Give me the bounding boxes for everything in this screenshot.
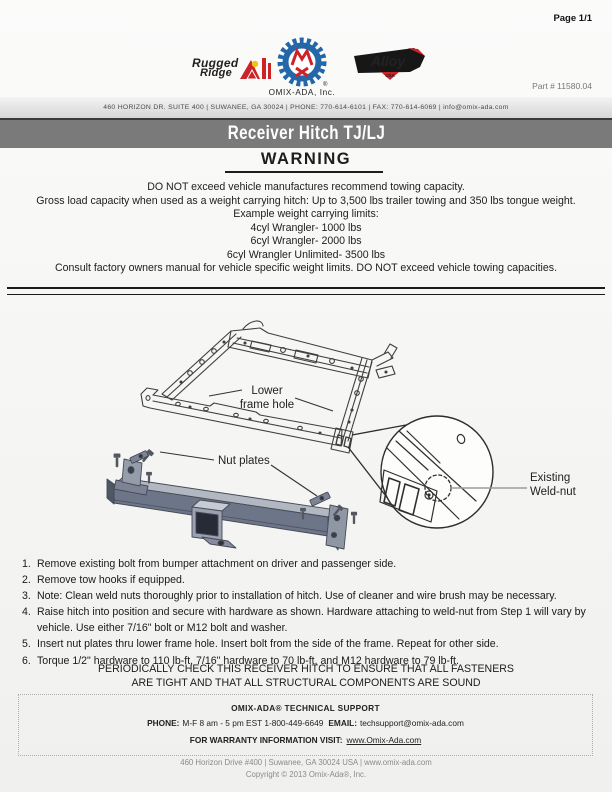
warning-line: Example weight carrying limits: (233, 208, 379, 220)
rugged-ridge-logo (192, 54, 272, 82)
periodic-check-line: ARE TIGHT AND THAT ALL STRUCTURAL COMPONENTS ARE SOUND (131, 676, 481, 689)
instruction-item: Insert nut plates thru lower frame hole. Insert bolt from the side of the frame. Repeat for other side. (37, 638, 499, 651)
page-number: Page 1/1 (553, 13, 592, 24)
svg-text:USA: USA (385, 73, 395, 78)
warning-line: 4cyl Wrangler- 1000 lbs (250, 221, 362, 234)
phone-value: M-F 8 am - 5 pm EST 1-800-449-6649 (182, 718, 324, 728)
weld-nut-label: Existing (530, 472, 571, 484)
svg-text:Nut plates: Nut plates (218, 455, 270, 467)
svg-text:frame hole: frame hole (239, 399, 295, 411)
instruction-item: Remove existing bolt from bumper attachment on driver and passenger side. (37, 558, 397, 570)
support-box (18, 694, 593, 756)
instruction-item: Remove tow hooks if equipped. (37, 574, 185, 587)
periodic-check-note (0, 663, 612, 691)
support-title: OMIX-ADA® TECHNICAL SUPPORT (231, 703, 380, 713)
page-title: Receiver Hitch TJ/LJ (227, 123, 385, 144)
email-label: EMAIL: (328, 718, 357, 728)
rugged-ridge-wordmark: Rugged Ridge (192, 56, 239, 79)
warning-text (0, 181, 612, 276)
instruction-item: Note: Clean weld nuts thoroughly prior to installation of hitch. Use of cleaner and wire brush may be necessary. (37, 590, 557, 603)
warning-line: 6cyl Wrangler Unlimited- 3500 lbs (226, 248, 386, 261)
warning-line: 6cyl Wrangler- 2000 lbs (250, 235, 362, 247)
omix-ada-name: OMIX-ADA, Inc. (268, 88, 336, 97)
rugged-ridge-mark-icon (238, 54, 272, 82)
instruction-item: Torque 1/2" hardware to 110 lb-ft, 7/16" hardware to 70 lb-ft, and M12 hardware to 79 lb-ft. (37, 654, 459, 667)
alloy-shield-icon (352, 47, 428, 81)
detail-circle (348, 416, 577, 528)
svg-text:Lower: Lower (251, 385, 283, 397)
address-bar (0, 97, 612, 120)
warranty-label: FOR WARRANTY INFORMATION VISIT: (189, 735, 343, 745)
periodic-check-line: PERIODICALLY CHECK THIS RECEIVER HITCH TO ENSURE THAT ALL FASTENERS (97, 663, 514, 675)
warranty-line (19, 735, 592, 745)
lower-frame-hole-label (209, 385, 333, 411)
warning-heading: WARNING (260, 150, 352, 168)
installation-diagram (0, 298, 612, 560)
separator-rule (7, 287, 605, 295)
alloy-logo (352, 47, 428, 86)
warning-line: Gross load capacity when used as a weight carrying hitch: Up to 3,500 lbs trailer towing and 350 lbs tongue weight. (36, 194, 576, 207)
weld-nut-label: Weld-nut (530, 486, 576, 498)
warning-underline (225, 171, 383, 173)
instructions-list (22, 556, 602, 669)
warning-line: Consult factory owners manual for vehicle specific weight limits. DO NOT exceed vehicle towing capacities. (54, 262, 558, 274)
warning-line: DO NOT exceed vehicle manufactures recommend towing capacity. (147, 181, 465, 193)
part-number: Part # 11580.04 (532, 81, 592, 91)
footer-copyright: Copyright © 2013 Omix-Ada®, Inc. (245, 770, 367, 779)
footer-address: 460 Horizon Drive #400 | Suwanee, GA 30024 USA | www.omix-ada.com (180, 758, 432, 767)
address-bar-text: 460 HORIZON DR. SUITE 400 | SUWANEE, GA 30024 | PHONE: 770-614-6101 | FAX: 770-614-6069 | info@omix-ada.com (103, 104, 509, 111)
svg-text:Alloy: Alloy (370, 53, 406, 69)
instruction-item: Raise hitch into position and secure with hardware as shown. Hardware attaching to weld-nut from Step 1 will vary by vehicle. Use either 7/16" bolt or M12 bolt and washer. (37, 606, 586, 635)
title-bar (0, 120, 612, 148)
svg-text:®: ® (323, 82, 328, 88)
email-value: techsupport@omix-ada.com (359, 718, 464, 728)
phone-label: PHONE: (147, 718, 180, 728)
warranty-link[interactable]: www.Omix-Ada.com (346, 735, 422, 745)
support-phone-email (19, 718, 592, 728)
brand-logo-row (0, 34, 612, 98)
